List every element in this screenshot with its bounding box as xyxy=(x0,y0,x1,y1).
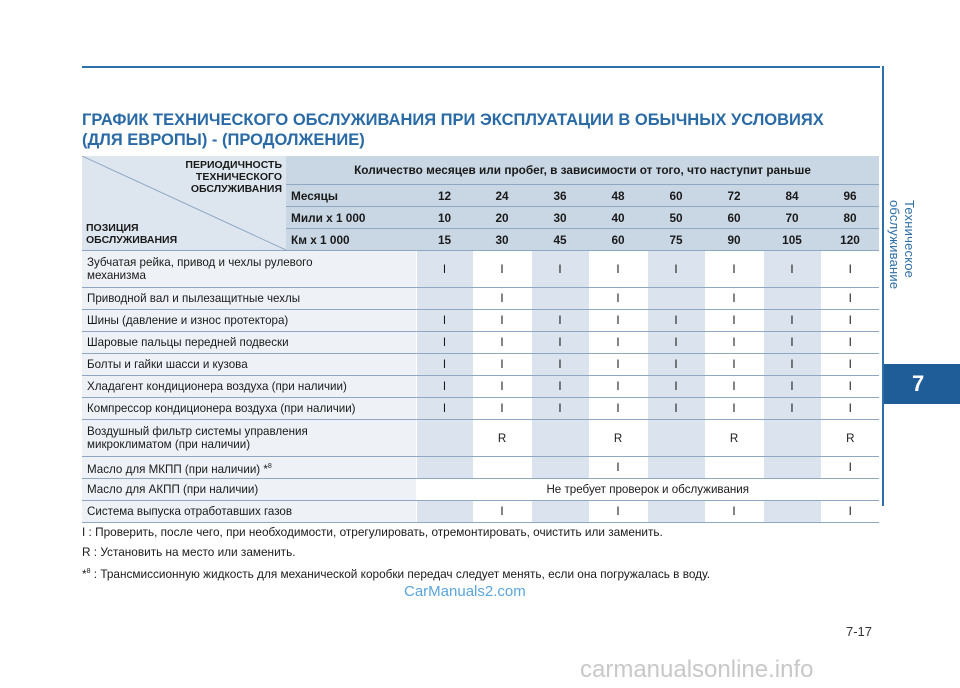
schedule-cell: R xyxy=(821,420,879,457)
legend-inspect: I : Проверить, после чего, при необходимости, отрегулировать, отремонтировать, очистить или заменить. xyxy=(82,525,663,539)
schedule-cell xyxy=(531,501,589,523)
schedule-cell: R xyxy=(589,420,647,457)
months-value: 48 xyxy=(589,185,647,207)
schedule-cell: I xyxy=(473,332,531,354)
km-value: 75 xyxy=(647,229,705,251)
merged-note-cell: Не требует проверок и обслуживания xyxy=(416,479,879,501)
schedule-cell: I xyxy=(416,310,473,332)
schedule-cell: I xyxy=(531,376,589,398)
schedule-cell: I xyxy=(705,332,763,354)
km-value: 45 xyxy=(531,229,589,251)
schedule-cell: I xyxy=(589,288,647,310)
table-row xyxy=(82,251,879,288)
schedule-cell: I xyxy=(416,332,473,354)
item-name: Масло для МКПП (при наличии) *$^8$ xyxy=(82,457,416,479)
schedule-cell xyxy=(763,501,821,523)
corner-periodicity: ПЕРИОДИЧНОСТЬ ТЕХНИЧЕСКОГО ОБСЛУЖИВАНИЯ xyxy=(185,159,282,195)
table-row xyxy=(82,288,879,310)
table-row xyxy=(82,332,879,354)
schedule-cell: I xyxy=(705,398,763,420)
schedule-cell: I xyxy=(473,310,531,332)
schedule-cell: I xyxy=(531,398,589,420)
schedule-cell: I xyxy=(589,501,647,523)
schedule-cell: I xyxy=(589,332,647,354)
schedule-cell: I xyxy=(473,376,531,398)
km-value: 90 xyxy=(705,229,763,251)
schedule-cell: I xyxy=(647,251,705,288)
schedule-cell xyxy=(763,288,821,310)
schedule-cell: I xyxy=(416,398,473,420)
legend xyxy=(82,522,882,584)
schedule-cell: I xyxy=(763,310,821,332)
side-rule xyxy=(882,66,884,506)
section-side-label: Техническое обслуживание xyxy=(887,200,917,290)
schedule-cell: I xyxy=(647,376,705,398)
item-name: Хладагент кондиционера воздуха (при наличии) xyxy=(82,376,416,398)
schedule-cell: I xyxy=(589,376,647,398)
schedule-cell xyxy=(473,457,531,479)
item-name: Приводной вал и пылезащитные чехлы xyxy=(82,288,416,310)
header-caption: Количество месяцев или пробег, в зависимости от того, что наступит раньше xyxy=(286,156,879,185)
item-name: Болты и гайки шасси и кузова xyxy=(82,354,416,376)
schedule-cell: R xyxy=(705,420,763,457)
item-name: Воздушный фильтр системы управления микроклиматом (при наличии) xyxy=(82,420,416,457)
table-row xyxy=(82,420,879,457)
schedule-cell xyxy=(705,457,763,479)
months-value: 60 xyxy=(647,185,705,207)
km-value: 60 xyxy=(589,229,647,251)
schedule-cell: I xyxy=(589,354,647,376)
legend-note: *$^8$ : Трансмиссионную жидкость для механической коробки передач следует менять, если она погружалась в воду. xyxy=(82,566,711,581)
schedule-cell xyxy=(416,501,473,523)
schedule-cell: I xyxy=(589,457,647,479)
schedule-cell xyxy=(647,420,705,457)
km-value: 105 xyxy=(763,229,821,251)
schedule-cell: I xyxy=(531,332,589,354)
schedule-cell: I xyxy=(473,354,531,376)
schedule-cell: I xyxy=(705,310,763,332)
schedule-cell: I xyxy=(821,288,879,310)
schedule-cell: I xyxy=(647,310,705,332)
schedule-cell: I xyxy=(763,376,821,398)
schedule-cell: I xyxy=(416,376,473,398)
months-value: 96 xyxy=(821,185,879,207)
table-row xyxy=(82,398,879,420)
page-title xyxy=(82,110,872,150)
schedule-cell: I xyxy=(821,398,879,420)
km-value: 30 xyxy=(473,229,531,251)
miles-value: 40 xyxy=(589,207,647,229)
schedule-cell: I xyxy=(821,354,879,376)
item-name: Шаровые пальцы передней подвески xyxy=(82,332,416,354)
miles-value: 60 xyxy=(705,207,763,229)
schedule-cell xyxy=(416,420,473,457)
corner-position: ПОЗИЦИЯ ОБСЛУЖИВАНИЯ xyxy=(86,222,178,246)
schedule-cell xyxy=(647,288,705,310)
schedule-cell: I xyxy=(531,310,589,332)
schedule-cell: I xyxy=(473,288,531,310)
title-line-2: (ДЛЯ ЕВРОПЫ) - (ПРОДОЛЖЕНИЕ) xyxy=(82,131,365,149)
months-value: 84 xyxy=(763,185,821,207)
item-name: Система выпуска отработавших газов xyxy=(82,501,416,523)
miles-value: 20 xyxy=(473,207,531,229)
schedule-cell: I xyxy=(473,398,531,420)
schedule-cell: I xyxy=(821,251,879,288)
months-label: Месяцы xyxy=(286,185,416,207)
footer-watermark: carmanualsonline.info xyxy=(580,656,814,683)
table-row xyxy=(82,479,879,501)
watermark-text: CarManuals2.com xyxy=(404,583,526,600)
schedule-cell: I xyxy=(416,354,473,376)
title-line-1: ГРАФИК ТЕХНИЧЕСКОГО ОБСЛУЖИВАНИЯ ПРИ ЭКСПЛУАТАЦИИ В ОБЫЧНЫХ УСЛОВИЯХ xyxy=(82,111,824,129)
schedule-cell: I xyxy=(705,354,763,376)
schedule-cell: I xyxy=(821,376,879,398)
schedule-cell: I xyxy=(705,288,763,310)
schedule-cell: I xyxy=(763,398,821,420)
km-value: 15 xyxy=(416,229,473,251)
schedule-cell xyxy=(647,457,705,479)
top-rule xyxy=(82,66,880,68)
schedule-cell xyxy=(763,420,821,457)
table-row xyxy=(82,310,879,332)
schedule-cell: I xyxy=(647,354,705,376)
schedule-cell xyxy=(763,457,821,479)
miles-label: Мили x 1 000 xyxy=(286,207,416,229)
table-row xyxy=(82,457,879,479)
miles-value: 80 xyxy=(821,207,879,229)
table-row xyxy=(82,501,879,523)
km-value: 120 xyxy=(821,229,879,251)
page-number: 7-17 xyxy=(846,624,873,639)
schedule-cell: I xyxy=(821,310,879,332)
table-row xyxy=(82,354,879,376)
km-label: Км x 1 000 xyxy=(286,229,416,251)
schedule-cell: I xyxy=(416,251,473,288)
schedule-cell xyxy=(531,288,589,310)
schedule-cell: I xyxy=(647,332,705,354)
maintenance-table xyxy=(82,156,879,523)
schedule-cell: I xyxy=(705,251,763,288)
item-name: Шины (давление и износ протектора) xyxy=(82,310,416,332)
schedule-cell: I xyxy=(589,398,647,420)
months-value: 36 xyxy=(531,185,589,207)
miles-value: 50 xyxy=(647,207,705,229)
miles-value: 70 xyxy=(763,207,821,229)
schedule-cell xyxy=(531,457,589,479)
schedule-cell: R xyxy=(473,420,531,457)
months-value: 12 xyxy=(416,185,473,207)
schedule-cell xyxy=(416,457,473,479)
schedule-cell: I xyxy=(705,501,763,523)
chapter-tab: 7 xyxy=(884,364,960,404)
schedule-cell xyxy=(531,420,589,457)
item-name: Масло для АКПП (при наличии) xyxy=(82,479,416,501)
schedule-cell: I xyxy=(821,332,879,354)
table-corner-cell xyxy=(82,156,286,251)
schedule-cell xyxy=(416,288,473,310)
schedule-cell: I xyxy=(705,376,763,398)
schedule-cell: I xyxy=(821,501,879,523)
schedule-cell: I xyxy=(473,501,531,523)
schedule-cell: I xyxy=(473,251,531,288)
item-name: Компрессор кондиционера воздуха (при наличии) xyxy=(82,398,416,420)
schedule-cell: I xyxy=(589,251,647,288)
schedule-cell: I xyxy=(763,332,821,354)
months-value: 24 xyxy=(473,185,531,207)
miles-value: 10 xyxy=(416,207,473,229)
item-name: Зубчатая рейка, привод и чехлы рулевого механизма xyxy=(82,251,416,288)
schedule-cell: I xyxy=(531,251,589,288)
schedule-cell: I xyxy=(589,310,647,332)
schedule-cell: I xyxy=(763,251,821,288)
schedule-cell: I xyxy=(647,398,705,420)
miles-value: 30 xyxy=(531,207,589,229)
months-value: 72 xyxy=(705,185,763,207)
schedule-cell xyxy=(647,501,705,523)
schedule-cell: I xyxy=(531,354,589,376)
table-row xyxy=(82,376,879,398)
legend-replace: R : Установить на место или заменить. xyxy=(82,545,296,559)
header-caption-row xyxy=(82,156,879,185)
item-rows xyxy=(82,251,879,523)
schedule-cell: I xyxy=(821,457,879,479)
schedule-cell: I xyxy=(763,354,821,376)
